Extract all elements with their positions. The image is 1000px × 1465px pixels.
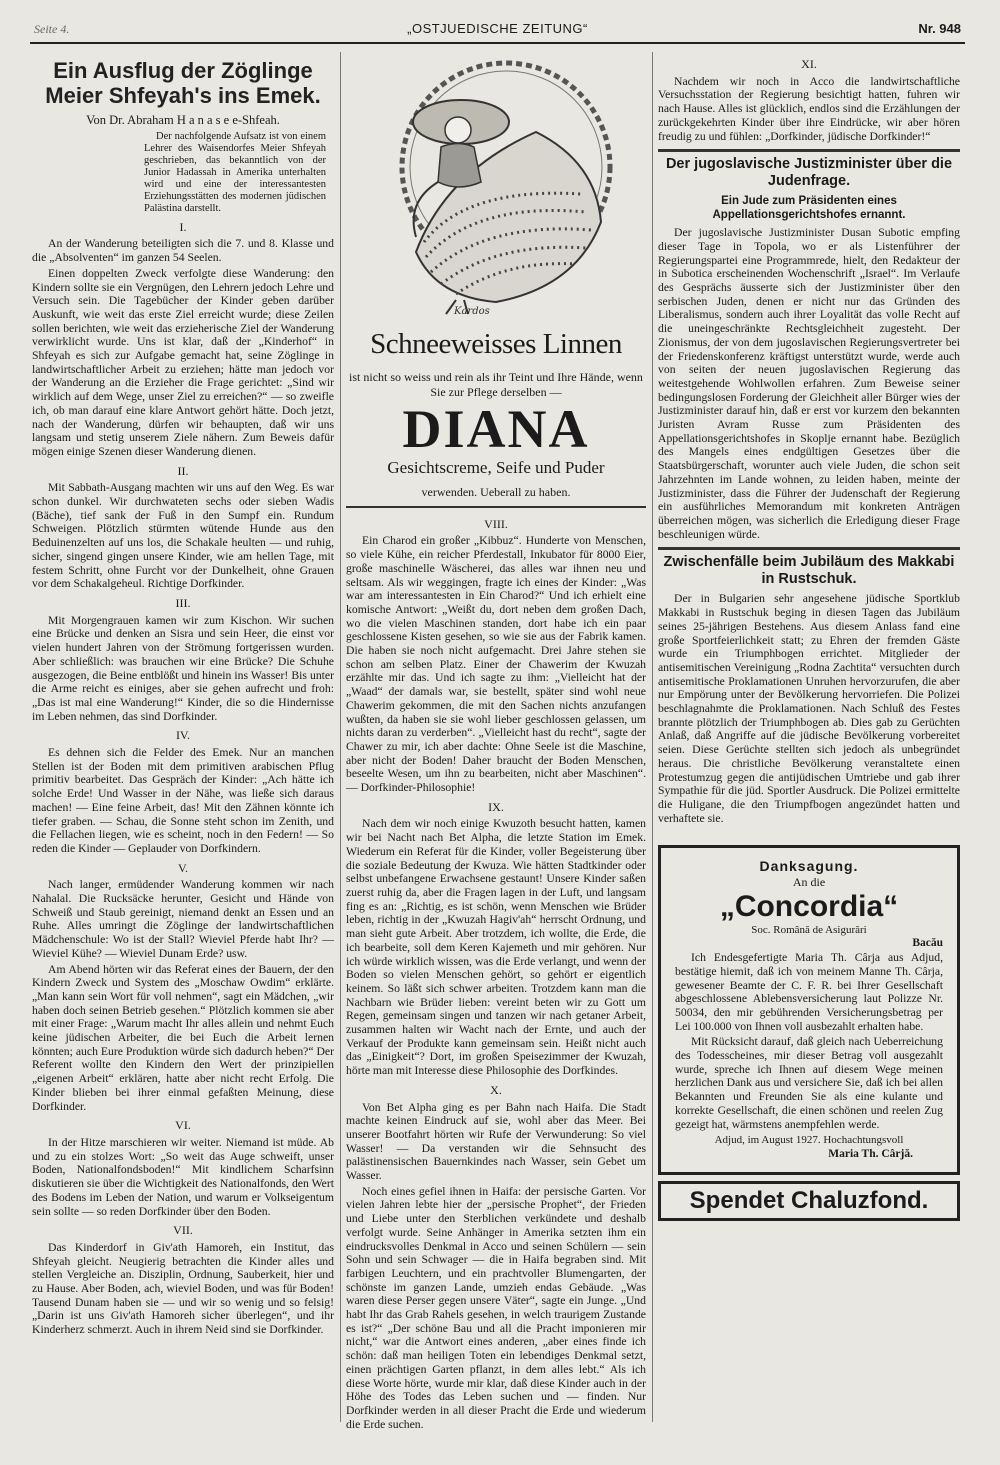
paragraph: Mit Morgengrauen kamen wir zum Kischon. Wir suchen eine Brücke und denken an Sisra und sein Heer, die einst vor vielen hundert Jahren von der Strömung fortgerissen wurden. Aber schließlich: was brauchen wir eine Brücke? Die Schuhe ausgezogen, die Beine entblößt und hinein ins Wasser! Bis unter die Arme reicht es einiges, aber sie gehen aufrecht und froh: „Das ist mal eine Wanderung!“ Kinder, die so die Hindernisse im Leben nehmen, das sind Dorfkinder. bbox=[32, 613, 334, 723]
issue-number: Nr. 948 bbox=[918, 21, 961, 36]
paragraph: Nach langer, ermüdender Wanderung kommen wir nach Nahalal. Die Rucksäcke herunter, Gesicht und Hände von Schweiß und Staub gereinigt, niemand denkt an Essen und an Ruhe. Alles umringt die Zöglinge der landwirtschaftlichen Mädchenschule: Wo ist der Stall? Wieviel Pferde habt Ihr? — Wieviel Kühe? — Wieviel Dunam Erde? usw. bbox=[32, 878, 334, 960]
section-number: VI. bbox=[175, 1118, 191, 1133]
paragraph: Mit Sabbath-Ausgang machten wir uns auf den Weg. Es war schon dunkel. Wir durchwateten sechs oder sieben Wadis (Bäche), tief sank der Fuß in den Sumpf ein. Rundum Schweigen. Plötzlich stürmten wütende Hunde aus den Beduinenzelten auf uns los, die Schakale heulten — und ruhig, sicher, singend gingen unsere Kinder, wie am hellen Tage, mit festem Schritt, ohne Furcht vor der Dunkelheit, ohne Grauen vor dem Schakalgeheul. Richtige Dorfkinder. bbox=[32, 481, 334, 591]
column-rule bbox=[652, 52, 653, 1422]
paragraph: In der Hitze marschieren wir weiter. Niemand ist müde. Ab und zu ein stolzes Wort: „So weit das Auge schweift, unser Boden, Nationalfondsboden!“ Mit kindlichem Scharfsinn diskutieren sie über die Wichtigkeit des Nationalfonds, den Wert des Bodens im Leben der Nation, und warum er Volkseigentum sein sollte — so reden Dorfkinder über den Boden. bbox=[32, 1136, 334, 1218]
newspaper-title: „OSTJUEDISCHE ZEITUNG“ bbox=[407, 21, 588, 36]
ad-text: ist nicht so weiss und rein als ihr Teint und Ihre Hände, wenn Sie zur Pflege derselben — bbox=[349, 370, 643, 399]
section-number: VIII. bbox=[484, 516, 508, 531]
article-title: Ein Ausflug der Zöglinge Meier Shfeyah's ins Emek. bbox=[45, 58, 321, 108]
notice-city: Bacău bbox=[912, 937, 943, 950]
paragraph: Nach dem wir noch einige Kwuzoth besucht hatten, kamen wir bei Nacht nach Bet Alpha, die letzte Station im Emek. Wiederum ein Referat für die Kinder, voller Begeisterung über die soziale Bedeutung der Kwuza. Wie hätten Stadtkinder oder selbst unbefangene Erwachsene gestaunt! Unsere Kinder saßen zuerst ruhig da, aber die Fragen lagen in der Luft, und langsam fing es an: „Richtig, es ist schön, wenn Menschen wie Brüder leben, richtig in der „Kwuzah Hagiv'ah“ herrscht Ordnung, und man sieht gute Arbeit. Aber trotzdem, ich wollte, die Erde, die ich bearbeite, soll dem Keren Kajemeth und mir gehören. Nur ich würde wirklich wissen, was die Erde verlangt, und wenn der Boden so vielen Menschen gehört, so gehört er eigentlich keinem. So läßt sich schwer arbeiten. Trotzdem kann man die Nachbarn wie Brüder lieben: vereint beten wir zu Gott um Regen, gemeinsam singen und tanzen wir nach getaner Arbeit, zusammen halten wir Wacht nach der Ernte, und auch der Verkauf der Produkte kann gemeinsam sein. Heißt nicht auch das „Einigkeit“? Dort, im großen Speisezimmer der Kwuzah, hörte man mit Interesse diese Philosophie des Dorfkindes. bbox=[346, 817, 646, 1078]
ad-footer: verwenden. Ueberall zu haben. bbox=[421, 485, 571, 499]
column-right bbox=[658, 52, 960, 1442]
page-number: Seite 4. bbox=[34, 22, 70, 36]
notice-company: „Concordia“ bbox=[719, 889, 899, 923]
paragraph: Ein Charod ein großer „Kibbuz“. Hunderte von Menschen, so viele Kühe, ein reicher Pferdestall, Inkubator für 8000 Eier, große maschinelle Wäscherei, das alles war ihnen neu und seltsam. Als wir weggingen, fragte ich eines der Kinder: „Was war am interessantesten in Ein Charod?“ Und ich erhielt eine komische Antwort: „Weißt du, dort neben dem großen Dach, wo die vielen Maschinen standen, dort habe ich ein paar geschlossene Kisten gesehen, so wie sie aus der Fabrik kamen. Die haben sie noch nicht aufgemacht. Drei Jahre stehen sie schon am selben Platz. Einer der Chawerim der Kwuzah erzählte mir das. Und ich sagte zu ihm: „Vielleicht hat der „Waad“ der damals war, sie bestellt, später sind wohl neue Chawerim gekommen, die mit den Sachen nichts anzufangen wußten, da haben sie sie wohl lieber geschlossen gelassen, um nichts daran zu verderben“. „Vielleicht hast du recht“, sagte der Chawer zu mir, ich aber dachte: Ohne Seele ist die Maschine, aber nicht der Boden! Daher braucht der Boden Menschen, beseelte Wesen, um ihn zu bearbeiten, nicht aber Maschinen“. — Dorfkinder-Philosophie! bbox=[346, 534, 646, 795]
paragraph: Es dehnen sich die Felder des Emek. Nur an manchen Stellen ist der Boden mit dem primitiven arabischen Pflug primitiv bearbeitet. Das Gespräch der Kinder: „Ach hätte ich solche Erde! Und Wasser in der Nähe, was ließe sich daraus machen! — Eine feine Arbeit, das! Mit den Zähnen könnte ich tiefer graben. — Schau, die Sonne steht schon im Zenith, und die Fellachen liegen, wie es scheint, noch in den Federn! — So reden die Kinder — Geplauder von Dorfkindern. bbox=[32, 746, 334, 855]
artist-signature: Kardos bbox=[454, 306, 490, 317]
paragraph: Einen doppelten Zweck verfolgte diese Wanderung: den Kindern sollte sie ein Vergnügen, den Lehrern jedoch Lehre und Versuch sein. Die Tagebücher der Kinder geben darüber Auskunft, wie weit das erste Ziel erreicht wurde; diese Zeilen sollen berichten, wie weit das erzieherische Ziel der Wanderung verwirklicht wurde. Uns ist klar, daß der „Kinderhof“ in Shfeyah es sich zur Aufgabe gemacht hat, seine Zöglinge in landwirtschaftlicher Arbeit zu erziehen; hätte man jedoch vor der Wanderung an die Erzieher die Frage gerichtet: „Sind wir wirklich auf dem Wege, unser Ziel zu erreichen?“ — so zweifle ich, ob man darauf eine klare Antwort gehört hätte. Doch jetzt, nach der Wanderung, dürfen wir behaupten, daß wir uns langsam und stetig unserem Ziele nähern. Zum Beweis dafür mögen einige Szenen dieser Wanderung dienen. bbox=[32, 266, 334, 458]
paragraph: Von Bet Alpha ging es per Bahn nach Haifa. Die Stadt machte keinen Eindruck auf sie, wohl aber das Meer. Bei unserer Bootfahrt hörten wir Rufe der Verwunderung: So viel Wasser! — Da verstanden wir die Sehnsucht des palästinensischen Bauernkindes nach Wasser, sein Gebet um Wasser. bbox=[346, 1100, 646, 1183]
notice-title: Danksagung. bbox=[759, 858, 859, 875]
ad-headline: Schneeweisses Linnen bbox=[370, 328, 622, 360]
ad-products: Gesichtscreme, Seife und Puder bbox=[387, 458, 605, 477]
section-number: I. bbox=[179, 219, 187, 234]
paragraph: Am Abend hörten wir das Referat eines der Bauern, der den Kindern Zweck und System des „Moschaw Owdim“ erklärte. „Man kann sein Wort für voll nehmen“, sagt ein Mädchen, „wir haben doch seinen Betrieb gesehen.“ Plötzlich kommen sie aber mit einer Frage: „Warum macht Ihr alles allein und nehmt Euch keine jüdischen Arbeiter, die bei Euch die Arbeit lernen könnten; auch Eure Produktion würde sich dadurch heben?“ Der Referent wollte den Kindern den Wert der prinzipiellen „eigenen Arbeit“ erklären, hatte aber nicht recht Erfolg. Die Kinder blieben bei ihrer einmal gefaßten Meinung, diese Dorfkinder. bbox=[32, 962, 334, 1113]
masthead bbox=[30, 18, 965, 44]
section-number: IV. bbox=[175, 728, 191, 743]
editor-note: Der nachfolgende Aufsatz ist von einem Lehrer des Waisendorfes Meier Shfeyah geschrieben, das bekanntlich von der Junior Hadassah in Amerika unterhalten wird und eine der interessantesten Erziehungsstätten des modernen jüdischen Palästina darstellt. bbox=[144, 130, 326, 214]
article-subtitle: Ein Jude zum Präsidenten eines Appellationsgerichtshofes ernannt. bbox=[712, 195, 906, 222]
notice-signer: Maria Th. Cârjă. bbox=[828, 1148, 913, 1160]
section-number: X. bbox=[490, 1082, 502, 1097]
paragraph: Ich Endesgefertigte Maria Th. Cârja aus Adjud, bestätige hiemit, daß ich von meinem Manne Th. Cârja, gewesener Beamte der C. F. R. bei Ihrer Gesellschaft abgeschlossene Ablebensversicherung laut Polizze Nr. 50034, den mir gebührenden Versicherungsbetrag per Lei 100.000 von Ihnen voll ausbezahlt erhalten habe. bbox=[675, 951, 943, 1033]
paragraph: Noch eines gefiel ihnen in Haifa: der persische Garten. Vor vielen Jahren lebte hier der „persische Prophet“, der Frieden und Liebe unter den Sterblichen verkündete und deshalb verfolgt wurde. Seine Anhänger in Amerika setzten ihm ein eindrucksvolles Denkmal in Acco und seinen Schülern — sein Sohn und sein Schwager — die in Haifa begraben sind. Mit farbigen Leuchtern, und ein prachtvoller Blumengarten, der schönste im ganzen Lande, umzieh endas Gebäude. „Was waren diese Perser gegen unsere Väter“, sagte ein Junge. „Und habt Ihr das Grab Rahels gesehen, in welch traurigem Zustande es ist?“ „Der schöne Bau und all die Pracht imponieren mir nicht,“ war die Antwort eines anderen, „aber eines finde ich schön: daß man heiligen Toten ein lebendiges Denkmal setzt, einen prächtigen Garten pflanzt, in dem alles lebt.“ Als ich diese Worte hörte, wurde mir klar, daß diese Kinder auch in der Höhe des Todes das Leben suchen und — finden. Nur Dorfkinder werden in all dieser Pracht die Erde und wiederum die Erde suchen. bbox=[346, 1184, 646, 1431]
section-number: II. bbox=[177, 463, 189, 478]
notice-company-full: Soc. Română de Asigurări bbox=[751, 923, 867, 936]
paragraph: An der Wanderung beteiligten sich die 7. und 8. Klasse und die „Absolventen“ im ganzen 54 Seelen. bbox=[32, 237, 334, 265]
section-number: III. bbox=[175, 595, 191, 610]
article-byline: Von Dr. Abraham H a n a s e e-Shfeah. bbox=[86, 113, 280, 127]
advertisement-illustration bbox=[346, 52, 646, 322]
thank-you-notice bbox=[658, 845, 960, 1174]
paragraph: Nachdem wir noch in Acco die landwirtschaftliche Versuchsstation der Regierung besichtigt hatten, fuhren wir nach Hause. Alles ist glücklich, endlos sind die Erzählungen der zurückgekehrten Kinder über ihre Eindrücke, wir aber hören freudig zu und fühlen: „Dorfkinder, jüdische Dorfkinder!“ bbox=[658, 74, 960, 143]
section-number: IX. bbox=[488, 799, 504, 814]
divider bbox=[658, 149, 960, 152]
slogan-box: Spendet Chaluzfond. bbox=[658, 1181, 960, 1221]
section-number: V. bbox=[177, 860, 189, 875]
section-number: VII. bbox=[173, 1223, 193, 1238]
notice-addressee-intro: An die bbox=[792, 875, 826, 890]
paragraph: Das Kinderdorf in Giv'ath Hamoreh, ein Institut, das Shfeyah gleicht. Neugierig betrachten die Kinder alles und stellen Vergleiche an. Disziplin, Ordnung, Sauberkeit, hier und zu Hause. Aber Boden, ach, wieviel Boden, und was für Boden! Tausend Dunam haben sie — und wir so wenig und so felsig! „Darin ist uns Giv'ath Hamoreh sicher überlegen“, und ihr Kinderherz schmerzt. Auch in ihrem Neid sind sie Dorfkinder. bbox=[32, 1240, 334, 1337]
paragraph: Der in Bulgarien sehr angesehene jüdische Sportklub Makkabi in Rustschuk beging in diesen Tagen das Jubiläum seines 25-jährigen Bestehens. Aus diesem Anlass fand eine große Sportfeierlichkeit statt; zu Ehren der fremden Gäste wurde ein Triumphbogen errichtet. Mitglieder der antisemitischen Vereinigung „Rodna Zachtita“ versuchten durch antisemitische Proklamationen Unruhen hervorzurufen, die aber nur Empörung unter der Bevölkerung hervorriefen. Die Polizei beschlagnahmte die Proklamationen. Nach Schluß des Festes brannte plötzlich der Triumphbogen ab. Dies gab zu Gerüchten Anlaß, daß Angriffe auf die jüdische Bevölkerung vorbereitet seien. Diese Gerüchte stellten sich jedoch als unbegründet heraus. Die christliche Bevölkerung veranstaltete einen Protestumzug gegen die antijüdischen Umtriebe und gab ihrer Sympathie für die jüd. Sportler Ausdruck. Die Polizei ermittelte die Huligane, die den Triumpfbogen angezündet hatten und verhaftete sie. bbox=[658, 592, 960, 825]
paragraph: Der jugoslavische Justizminister Dusan Subotic empfing dieser Tage in Topola, wo er als Listenführer der Regierungspartei eine Programmrede, hielt, den Redakteur der in Subotica erscheinenden Wochenschrift „Israel“. Im Verlaufe des Gesprächs äusserte sich der Justizminister über den serbischen Juden, denen er nicht nur das Gründen des Liberalismus, sondern auch ihrer Loyalität das volle Recht auf die uneingeschränkte Rechtsgleichheit zugesteht. Der Zionismus, der von dem jugoslavischen Regierungsvertreter bei der Friedenskonferenz kräftigst unterstützt wurde, werde auch von seiten der neuen jugoslavischen Regierung das weitestgehende Wohlwollen erfahren. Zum Beweise seiner bedingungslosen Forderung der Gleichheit aller Bürger wies der Justizminister darauf hin, daß er erst vor kurzem den bekannten Juristen Avram Russe zum Präsidenten des Appellationsgerichtshofes in Skoplje ernannt habe. Bezüglich des Mangels eines endgültigen Gesetzes über die Staatsbürgerschaft, worunter auch viele Juden, die schon seit Jahrzehnten im Lande wohnen, zu leiden haben, meinte der Justizminister, dass die Führer der Judenschaft der Regierung ein ausführliches Memorandum mit konkreten Anträgen überreichen mögen, was sicherlich die Erledigung dieser Frage beschleunigen würde. bbox=[658, 226, 960, 541]
ad-brand: DIANA bbox=[402, 399, 590, 459]
section-number: XI. bbox=[801, 57, 817, 71]
article-title: Zwischenfälle beim Jubiläum des Makkabi in Rustschuk. bbox=[663, 554, 955, 588]
column-middle bbox=[346, 52, 646, 1442]
article-title: Der jugoslavische Justizminister über die Judenfrage. bbox=[665, 156, 953, 190]
column-rule bbox=[340, 52, 341, 1422]
column-left bbox=[32, 52, 334, 1442]
divider bbox=[346, 506, 646, 508]
divider bbox=[658, 547, 960, 550]
notice-signature-line: Adjud, im August 1927. Hochachtungsvoll bbox=[714, 1134, 904, 1147]
paragraph: Mit Rücksicht darauf, daß gleich nach Ueberreichung des Todesscheines, mir dieser Betrag voll ausgezahlt wurde, spreche ich Ihnen auf diesem Wege meinen herzlichen Dank aus und versichere Sie, daß ich bei allen Bekannten und Freunden Sie als eine kulante und korrekte Gesellschaft, die einen schönen und reelen Zug gezeigt hat, wärmstens anempfehlen werde. bbox=[675, 1035, 943, 1131]
lady-in-dress-illustration bbox=[346, 52, 646, 322]
